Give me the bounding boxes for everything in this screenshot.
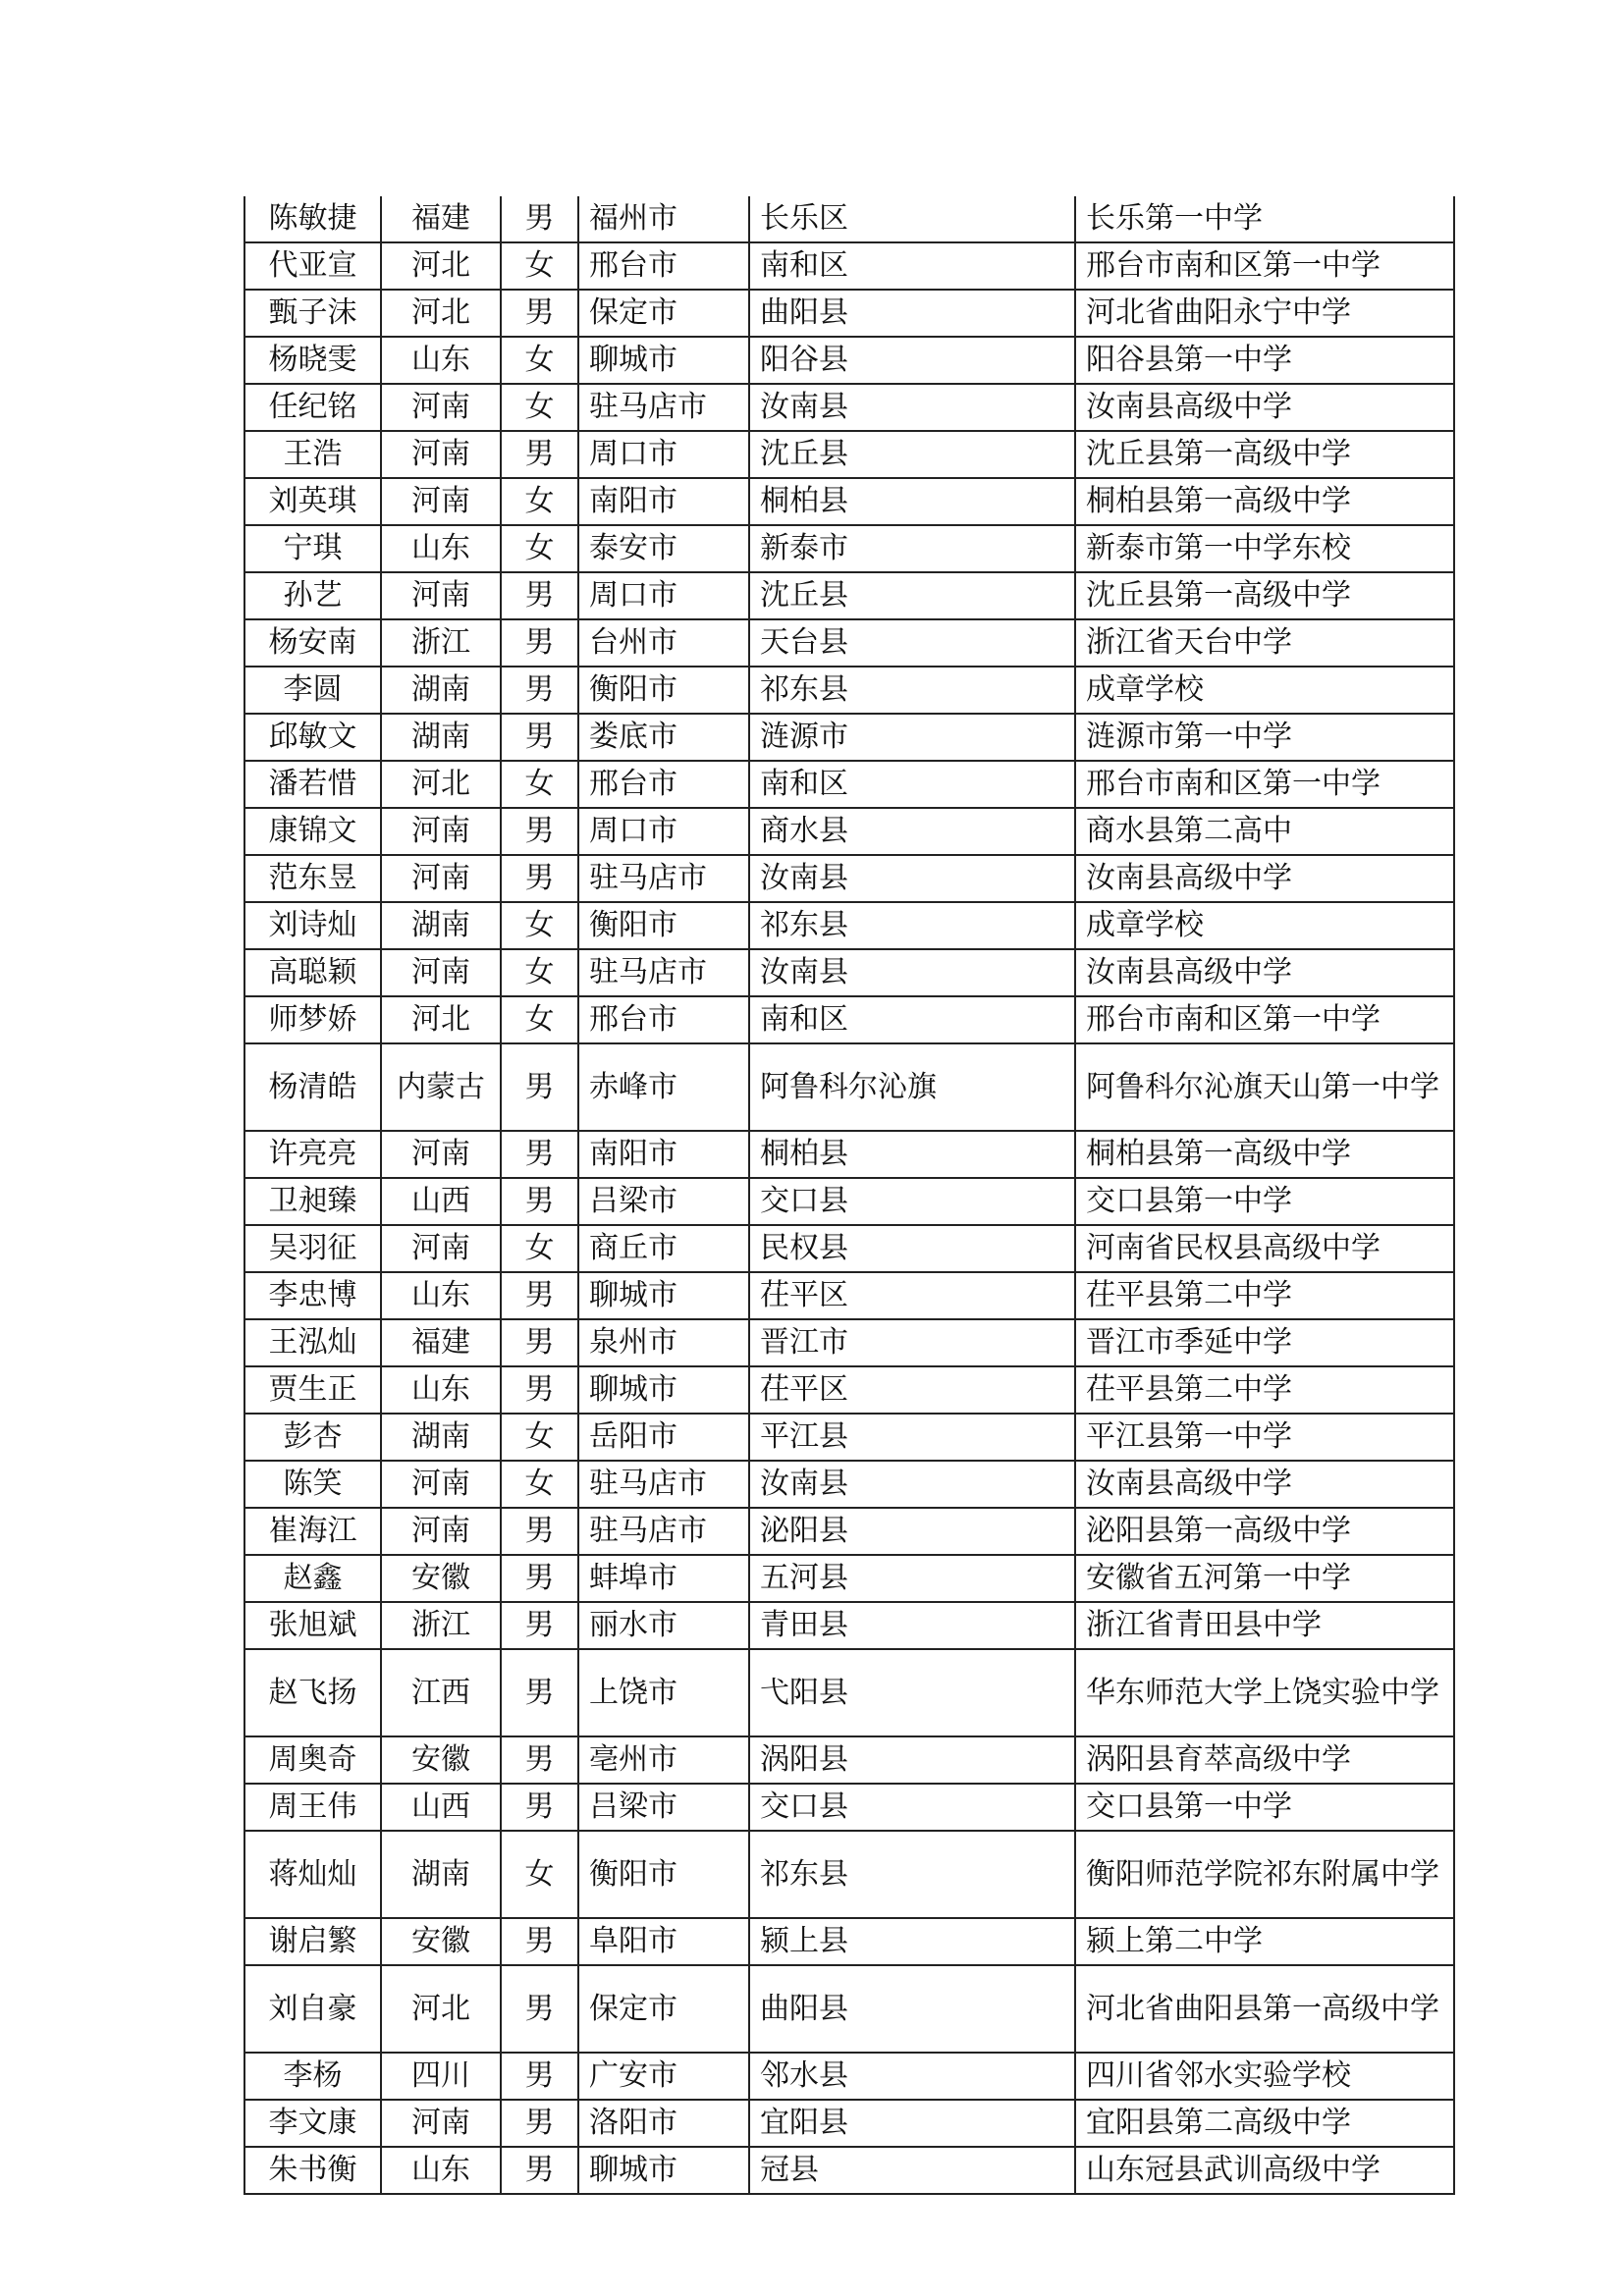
city-cell: 周口市 [578,808,749,855]
school-cell: 宜阳县第二高级中学 [1075,2100,1454,2147]
province-cell: 河南 [381,431,501,478]
district-cell: 汝南县 [749,855,1075,902]
district-cell: 泌阳县 [749,1508,1075,1555]
province-cell: 河北 [381,1965,501,2053]
province-cell: 山东 [381,1272,501,1319]
gender-cell: 男 [501,1965,578,2053]
gender-cell: 男 [501,2147,578,2194]
school-cell: 四川省邻水实验学校 [1075,2053,1454,2100]
school-cell: 河北省曲阳县第一高级中学 [1075,1965,1454,2053]
gender-cell: 男 [501,808,578,855]
province-cell: 河南 [381,1131,501,1178]
student-name-cell: 王浩 [244,431,381,478]
province-cell: 山东 [381,337,501,384]
city-cell: 驻马店市 [578,949,749,996]
school-cell: 华东师范大学上饶实验中学 [1075,1649,1454,1736]
district-cell: 涡阳县 [749,1736,1075,1784]
school-cell: 沈丘县第一高级中学 [1075,572,1454,619]
district-cell: 冠县 [749,2147,1075,2194]
school-cell: 成章学校 [1075,902,1454,949]
school-cell: 交口县第一中学 [1075,1784,1454,1831]
school-cell: 汝南县高级中学 [1075,949,1454,996]
table-row [244,1555,1454,1602]
student-name-cell: 高聪颖 [244,949,381,996]
table-row [244,431,1454,478]
school-cell: 邢台市南和区第一中学 [1075,996,1454,1043]
gender-cell: 男 [501,1043,578,1131]
table-row [244,1272,1454,1319]
student-table [244,196,1455,2195]
gender-cell: 男 [501,1784,578,1831]
table-row [244,525,1454,572]
table-row [244,1414,1454,1461]
gender-cell: 女 [501,337,578,384]
table-body [244,196,1454,2194]
school-cell: 茌平县第二中学 [1075,1272,1454,1319]
table-row [244,1784,1454,1831]
table-row [244,196,1454,242]
district-cell: 新泰市 [749,525,1075,572]
district-cell: 曲阳县 [749,1965,1075,2053]
table-row [244,1602,1454,1649]
table-row [244,1131,1454,1178]
table-row [244,1043,1454,1131]
student-name-cell: 李忠博 [244,1272,381,1319]
student-name-cell: 范东昱 [244,855,381,902]
province-cell: 浙江 [381,1602,501,1649]
table-row [244,949,1454,996]
province-cell: 福建 [381,196,501,242]
province-cell: 河南 [381,949,501,996]
city-cell: 驻马店市 [578,1461,749,1508]
student-name-cell: 赵飞扬 [244,1649,381,1736]
school-cell: 新泰市第一中学东校 [1075,525,1454,572]
student-name-cell: 李文康 [244,2100,381,2147]
student-name-cell: 陈笑 [244,1461,381,1508]
province-cell: 安徽 [381,1736,501,1784]
city-cell: 邢台市 [578,996,749,1043]
district-cell: 天台县 [749,619,1075,667]
province-cell: 河北 [381,996,501,1043]
table-row [244,337,1454,384]
province-cell: 河南 [381,1508,501,1555]
district-cell: 桐柏县 [749,1131,1075,1178]
city-cell: 福州市 [578,196,749,242]
student-name-cell: 王泓灿 [244,1319,381,1366]
student-name-cell: 潘若惜 [244,761,381,808]
district-cell: 南和区 [749,242,1075,290]
gender-cell: 女 [501,1225,578,1272]
table-row [244,1319,1454,1366]
gender-cell: 男 [501,667,578,714]
city-cell: 泉州市 [578,1319,749,1366]
school-cell: 长乐第一中学 [1075,196,1454,242]
province-cell: 山西 [381,1784,501,1831]
city-cell: 赤峰市 [578,1043,749,1131]
province-cell: 安徽 [381,1918,501,1965]
district-cell: 民权县 [749,1225,1075,1272]
gender-cell: 男 [501,1918,578,1965]
province-cell: 河南 [381,384,501,431]
city-cell: 广安市 [578,2053,749,2100]
school-cell: 邢台市南和区第一中学 [1075,242,1454,290]
gender-cell: 男 [501,619,578,667]
gender-cell: 男 [501,1602,578,1649]
district-cell: 汝南县 [749,384,1075,431]
province-cell: 四川 [381,2053,501,2100]
province-cell: 河南 [381,855,501,902]
district-cell: 南和区 [749,996,1075,1043]
city-cell: 衡阳市 [578,902,749,949]
province-cell: 河南 [381,808,501,855]
gender-cell: 男 [501,714,578,761]
province-cell: 河北 [381,242,501,290]
school-cell: 颍上第二中学 [1075,1918,1454,1965]
school-cell: 浙江省天台中学 [1075,619,1454,667]
district-cell: 五河县 [749,1555,1075,1602]
school-cell: 阳谷县第一中学 [1075,337,1454,384]
gender-cell: 男 [501,1178,578,1225]
student-name-cell: 康锦文 [244,808,381,855]
city-cell: 驻马店市 [578,384,749,431]
city-cell: 驻马店市 [578,855,749,902]
school-cell: 邢台市南和区第一中学 [1075,761,1454,808]
province-cell: 河南 [381,1461,501,1508]
table-row [244,902,1454,949]
gender-cell: 男 [501,1649,578,1736]
student-name-cell: 杨清皓 [244,1043,381,1131]
table-row [244,996,1454,1043]
student-name-cell: 崔海江 [244,1508,381,1555]
school-cell: 安徽省五河第一中学 [1075,1555,1454,1602]
student-name-cell: 邱敏文 [244,714,381,761]
district-cell: 商水县 [749,808,1075,855]
student-name-cell: 谢启繁 [244,1918,381,1965]
school-cell: 桐柏县第一高级中学 [1075,1131,1454,1178]
city-cell: 岳阳市 [578,1414,749,1461]
gender-cell: 女 [501,525,578,572]
gender-cell: 女 [501,242,578,290]
city-cell: 泰安市 [578,525,749,572]
district-cell: 茌平区 [749,1366,1075,1414]
province-cell: 安徽 [381,1555,501,1602]
school-cell: 沈丘县第一高级中学 [1075,431,1454,478]
city-cell: 娄底市 [578,714,749,761]
district-cell: 宜阳县 [749,2100,1075,2147]
city-cell: 周口市 [578,431,749,478]
table-row [244,1965,1454,2053]
gender-cell: 女 [501,761,578,808]
school-cell: 浙江省青田县中学 [1075,1602,1454,1649]
school-cell: 茌平县第二中学 [1075,1366,1454,1414]
district-cell: 汝南县 [749,1461,1075,1508]
gender-cell: 女 [501,949,578,996]
province-cell: 山东 [381,2147,501,2194]
district-cell: 弋阳县 [749,1649,1075,1736]
province-cell: 山西 [381,1178,501,1225]
district-cell: 颍上县 [749,1918,1075,1965]
student-name-cell: 陈敏捷 [244,196,381,242]
district-cell: 祁东县 [749,667,1075,714]
city-cell: 聊城市 [578,1272,749,1319]
table-row [244,2100,1454,2147]
table-row [244,1736,1454,1784]
city-cell: 聊城市 [578,1366,749,1414]
gender-cell: 男 [501,2053,578,2100]
school-cell: 涟源市第一中学 [1075,714,1454,761]
district-cell: 青田县 [749,1602,1075,1649]
province-cell: 湖南 [381,1831,501,1918]
table-row [244,1508,1454,1555]
school-cell: 晋江市季延中学 [1075,1319,1454,1366]
table-row [244,2147,1454,2194]
gender-cell: 男 [501,1272,578,1319]
gender-cell: 女 [501,478,578,525]
table-row [244,667,1454,714]
gender-cell: 男 [501,855,578,902]
school-cell: 泌阳县第一高级中学 [1075,1508,1454,1555]
student-name-cell: 周王伟 [244,1784,381,1831]
district-cell: 邻水县 [749,2053,1075,2100]
city-cell: 阜阳市 [578,1918,749,1965]
student-name-cell: 刘诗灿 [244,902,381,949]
district-cell: 交口县 [749,1178,1075,1225]
province-cell: 河南 [381,572,501,619]
province-cell: 河北 [381,290,501,337]
table-row [244,808,1454,855]
school-cell: 汝南县高级中学 [1075,384,1454,431]
district-cell: 桐柏县 [749,478,1075,525]
student-name-cell: 甄子沫 [244,290,381,337]
student-name-cell: 蒋灿灿 [244,1831,381,1918]
student-name-cell: 张旭斌 [244,1602,381,1649]
gender-cell: 男 [501,1508,578,1555]
district-cell: 沈丘县 [749,431,1075,478]
table-row [244,855,1454,902]
province-cell: 山东 [381,1366,501,1414]
student-name-cell: 许亮亮 [244,1131,381,1178]
district-cell: 交口县 [749,1784,1075,1831]
district-cell: 长乐区 [749,196,1075,242]
district-cell: 平江县 [749,1414,1075,1461]
gender-cell: 男 [501,1131,578,1178]
city-cell: 保定市 [578,290,749,337]
school-cell: 平江县第一中学 [1075,1414,1454,1461]
city-cell: 蚌埠市 [578,1555,749,1602]
province-cell: 山东 [381,525,501,572]
gender-cell: 女 [501,1461,578,1508]
student-name-cell: 师梦娇 [244,996,381,1043]
city-cell: 驻马店市 [578,1508,749,1555]
student-name-cell: 孙艺 [244,572,381,619]
student-name-cell: 吴羽征 [244,1225,381,1272]
school-cell: 商水县第二高中 [1075,808,1454,855]
student-name-cell: 宁琪 [244,525,381,572]
gender-cell: 男 [501,1555,578,1602]
student-name-cell: 李圆 [244,667,381,714]
city-cell: 吕梁市 [578,1178,749,1225]
province-cell: 湖南 [381,1414,501,1461]
province-cell: 河北 [381,761,501,808]
student-name-cell: 刘自豪 [244,1965,381,2053]
table-row [244,242,1454,290]
province-cell: 福建 [381,1319,501,1366]
gender-cell: 男 [501,572,578,619]
city-cell: 南阳市 [578,1131,749,1178]
city-cell: 邢台市 [578,242,749,290]
school-cell: 交口县第一中学 [1075,1178,1454,1225]
gender-cell: 男 [501,1319,578,1366]
district-cell: 南和区 [749,761,1075,808]
city-cell: 洛阳市 [578,2100,749,2147]
gender-cell: 男 [501,1736,578,1784]
student-name-cell: 贾生正 [244,1366,381,1414]
gender-cell: 男 [501,196,578,242]
table-row [244,2053,1454,2100]
table-row [244,1831,1454,1918]
city-cell: 南阳市 [578,478,749,525]
table-row [244,714,1454,761]
student-name-cell: 朱书衡 [244,2147,381,2194]
province-cell: 河南 [381,478,501,525]
table-row [244,1225,1454,1272]
school-cell: 阿鲁科尔沁旗天山第一中学 [1075,1043,1454,1131]
city-cell: 邢台市 [578,761,749,808]
student-name-cell: 彭杏 [244,1414,381,1461]
district-cell: 祁东县 [749,902,1075,949]
district-cell: 汝南县 [749,949,1075,996]
school-cell: 成章学校 [1075,667,1454,714]
gender-cell: 男 [501,431,578,478]
gender-cell: 男 [501,2100,578,2147]
province-cell: 湖南 [381,667,501,714]
table-row [244,619,1454,667]
table-row [244,1178,1454,1225]
school-cell: 汝南县高级中学 [1075,855,1454,902]
city-cell: 吕梁市 [578,1784,749,1831]
school-cell: 汝南县高级中学 [1075,1461,1454,1508]
school-cell: 衡阳师范学院祁东附属中学 [1075,1831,1454,1918]
school-cell: 河南省民权县高级中学 [1075,1225,1454,1272]
student-name-cell: 杨安南 [244,619,381,667]
district-cell: 沈丘县 [749,572,1075,619]
province-cell: 湖南 [381,714,501,761]
city-cell: 商丘市 [578,1225,749,1272]
province-cell: 江西 [381,1649,501,1736]
city-cell: 聊城市 [578,2147,749,2194]
gender-cell: 女 [501,1831,578,1918]
table-row [244,1649,1454,1736]
student-name-cell: 李杨 [244,2053,381,2100]
province-cell: 河南 [381,2100,501,2147]
district-cell: 阿鲁科尔沁旗 [749,1043,1075,1131]
district-cell: 茌平区 [749,1272,1075,1319]
gender-cell: 女 [501,902,578,949]
student-name-cell: 杨晓雯 [244,337,381,384]
student-name-cell: 赵鑫 [244,1555,381,1602]
city-cell: 丽水市 [578,1602,749,1649]
province-cell: 内蒙古 [381,1043,501,1131]
gender-cell: 男 [501,1366,578,1414]
school-cell: 河北省曲阳永宁中学 [1075,290,1454,337]
district-cell: 祁东县 [749,1831,1075,1918]
gender-cell: 女 [501,996,578,1043]
gender-cell: 男 [501,290,578,337]
province-cell: 浙江 [381,619,501,667]
school-cell: 桐柏县第一高级中学 [1075,478,1454,525]
city-cell: 亳州市 [578,1736,749,1784]
gender-cell: 女 [501,1414,578,1461]
district-cell: 晋江市 [749,1319,1075,1366]
district-cell: 曲阳县 [749,290,1075,337]
table-row [244,572,1454,619]
table-row [244,384,1454,431]
province-cell: 河南 [381,1225,501,1272]
gender-cell: 女 [501,384,578,431]
city-cell: 衡阳市 [578,667,749,714]
district-cell: 涟源市 [749,714,1075,761]
table-row [244,290,1454,337]
table-row [244,1918,1454,1965]
student-name-cell: 卫昶臻 [244,1178,381,1225]
city-cell: 台州市 [578,619,749,667]
city-cell: 聊城市 [578,337,749,384]
city-cell: 上饶市 [578,1649,749,1736]
district-cell: 阳谷县 [749,337,1075,384]
table-row [244,1461,1454,1508]
student-name-cell: 代亚宣 [244,242,381,290]
student-name-cell: 刘英琪 [244,478,381,525]
province-cell: 湖南 [381,902,501,949]
city-cell: 周口市 [578,572,749,619]
city-cell: 衡阳市 [578,1831,749,1918]
table-row [244,478,1454,525]
table-row [244,1366,1454,1414]
student-name-cell: 周奥奇 [244,1736,381,1784]
school-cell: 涡阳县育萃高级中学 [1075,1736,1454,1784]
student-name-cell: 任纪铭 [244,384,381,431]
school-cell: 山东冠县武训高级中学 [1075,2147,1454,2194]
city-cell: 保定市 [578,1965,749,2053]
table-row [244,761,1454,808]
